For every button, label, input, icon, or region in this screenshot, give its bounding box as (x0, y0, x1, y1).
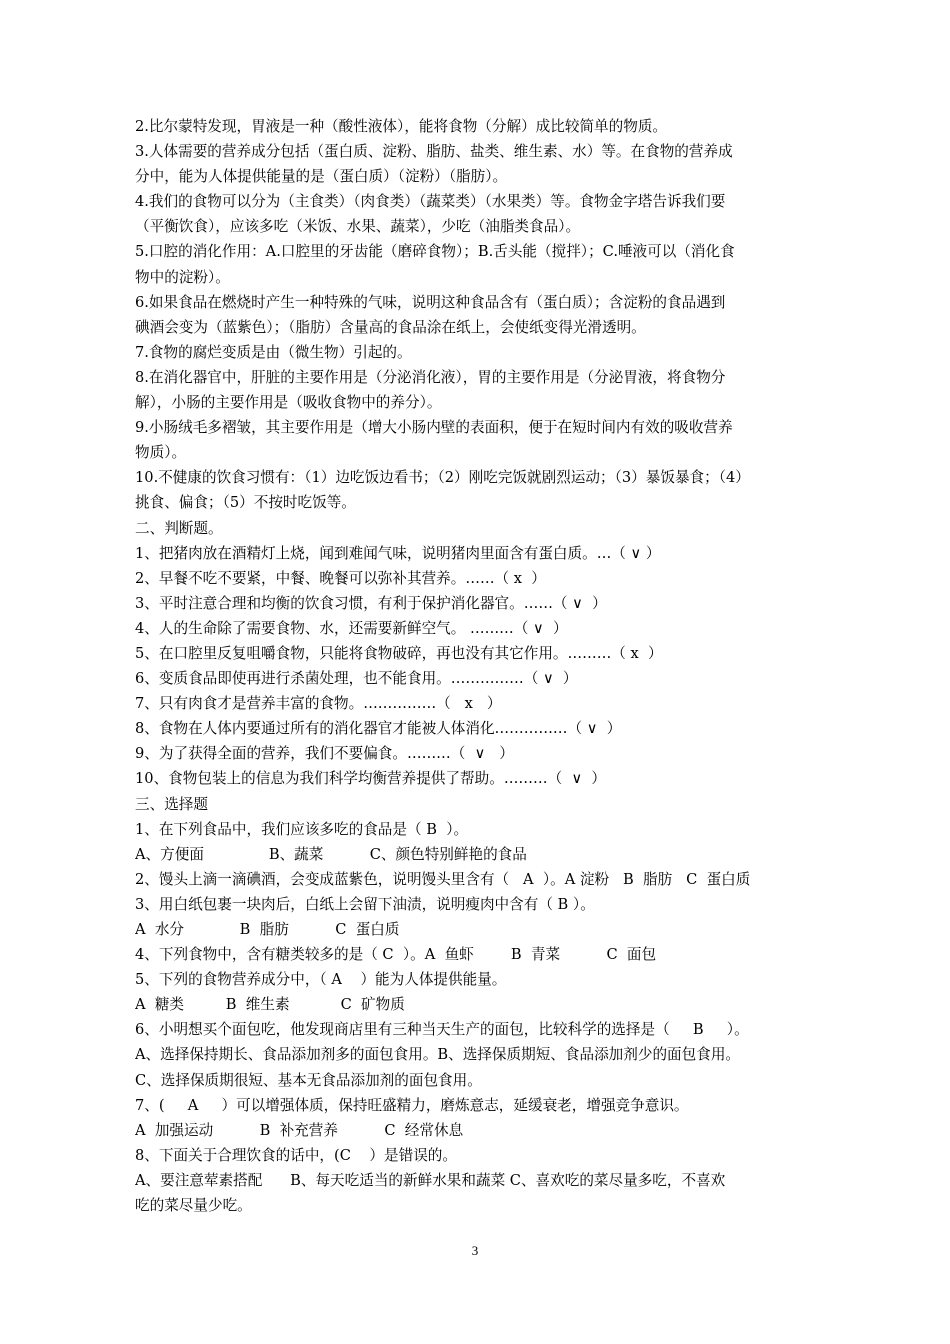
text-line: 物质）。 (135, 444, 187, 462)
text-line: 2、早餐不吃不要紧，中餐、晚餐可以弥补其营养。……（ x ） (135, 569, 546, 587)
text-line: C、选择保质期很短、基本无食品添加剂的面包食用。 (135, 1071, 482, 1089)
text-line: 8、食物在人体内要通过所有的消化器官才能被人体消化……………（ ∨ ） (135, 720, 622, 738)
text-line: 4.我们的食物可以分为（主食类）（肉食类）（蔬菜类）（水果类）等。食物金字塔告诉我们要 (135, 193, 726, 211)
text-line: 3、平时注意合理和均衡的饮食习惯，有利于保护消化器官。……（ ∨ ） (135, 594, 607, 612)
text-line: 吃的菜尽量少吃。 (135, 1197, 252, 1215)
text-line: 6、变质食品即使再进行杀菌处理，也不能食用。……………（ ∨ ） (135, 670, 578, 688)
text-line: A 加强运动 B 补充营养 C 经常休息 (135, 1121, 464, 1139)
page-number: 3 (471, 1243, 479, 1258)
text-line: 5.口腔的消化作用：A.口腔里的牙齿能（磨碎食物）；B.舌头能（搅拌）；C.唾液可以（消化食 (135, 243, 735, 261)
text-line: 5、在口腔里反复咀嚼食物，只能将食物破碎，再也没有其它作用。………（ x ） (135, 644, 663, 662)
text-line: 9、为了获得全面的营养，我们不要偏食。………（ ∨ ） (135, 745, 514, 763)
text-line: 4、下列食物中，含有糖类较多的是（ C ）。A 鱼虾 B 青菜 C 面包 (135, 946, 657, 964)
text-line: 4、人的生命除了需要食物、水，还需要新鲜空气。 ………（ ∨ ） (135, 619, 568, 637)
text-line: 5、下列的食物营养成分中，（ A ）能为人体提供能量。 (135, 971, 507, 989)
text-line: 二、判断题。 (135, 519, 223, 537)
document-body (135, 114, 825, 1218)
text-line: 解），小肠的主要作用是（吸收食物中的养分）。 (135, 394, 442, 412)
text-line: 8、下面关于合理饮食的话中，(C ）是错误的。 (135, 1146, 457, 1164)
text-line: A、方便面 B、蔬菜 C、颜色特别鲜艳的食品 (135, 845, 527, 863)
text-line: 7、( A ）可以增强体质，保持旺盛精力，磨炼意志，延缓衰老，增强竞争意识。 (135, 1096, 689, 1114)
text-line: 2.比尔蒙特发现，胃液是一种（酸性液体），能将食物（分解）成比较简单的物质。 (135, 118, 668, 135)
text-line: A、选择保持期长、食品添加剂多的面包食用。B、选择保质期短、食品添加剂少的面包食用。 (135, 1046, 741, 1064)
text-line: 挑食、偏食；（5）不按时吃饭等。 (135, 494, 356, 512)
text-line: A、要注意荤素搭配 B、每天吃适当的新鲜水果和蔬菜 C、喜欢吃的菜尽量多吃，不喜欢 (135, 1171, 726, 1189)
text-line: 7、只有肉食才是营养丰富的食物。……………（ x ） (135, 695, 502, 713)
text-line: 1、把猪肉放在酒精灯上烧，闻到难闻气味，说明猪肉里面含有蛋白质。…（ ∨ ） (135, 544, 661, 562)
text-line: 3.人体需要的营养成分包括（蛋白质、淀粉、脂肪、盐类、维生素、水）等。在食物的营养成 (135, 143, 733, 161)
text-line: 碘酒会变为（蓝紫色）；（脂肪）含量高的食品涂在纸上，会使纸变得光滑透明。 (135, 318, 646, 336)
text-line: 9.小肠绒毛多褶皱，其主要作用是（增大小肠内壁的表面积，便于在短时间内有效的吸收营养 (135, 419, 733, 437)
text-line: A 水分 B 脂肪 C 蛋白质 (135, 921, 400, 938)
text-line: 2、馒头上滴一滴碘酒，会变成蓝紫色，说明馒头里含有（ A ）。A 淀粉 B 脂肪 C 蛋白质 (135, 870, 751, 888)
text-line: 7.食物的腐烂变质是由（微生物）引起的。 (135, 343, 412, 361)
text-line: 6、小明想买个面包吃，他发现商店里有三种当天生产的面包，比较科学的选择是（ B ）。 (135, 1021, 749, 1039)
text-line: （平衡饮食），应该多吃（米饭、水果、蔬菜），少吃（油脂类食品）。 (135, 218, 581, 236)
text-line: 三、选择题 (135, 795, 208, 813)
text-line: 10、食物包装上的信息为我们科学均衡营养提供了帮助。………（ ∨ ） (135, 770, 607, 788)
text-line: 3、用白纸包裹一块肉后，白纸上会留下油渍，说明瘦肉中含有（ B ）。 (135, 895, 595, 913)
text-line: 8.在消化器官中，肝脏的主要作用是（分泌消化液），胃的主要作用是（分泌胃液，将食物分 (135, 368, 726, 386)
text-line: A 糖类 B 维生素 C 矿物质 (135, 996, 405, 1014)
text-line: 6.如果食品在燃烧时产生一种特殊的气味，说明这种食品含有（蛋白质）；含淀粉的食品遇到 (135, 293, 726, 311)
text-line: 分中，能为人体提供能量的是（蛋白质）（淀粉）（脂肪）。 (135, 168, 508, 186)
text-line: 1、在下列食品中，我们应该多吃的食品是（ B ）。 (135, 820, 469, 838)
text-line: 物中的淀粉）。 (135, 268, 230, 286)
text-line: 10.不健康的饮食习惯有：（1）边吃饭边看书；（2）刚吃完饭就剧烈运动；（3）暴饭暴食；（4） (135, 469, 750, 487)
